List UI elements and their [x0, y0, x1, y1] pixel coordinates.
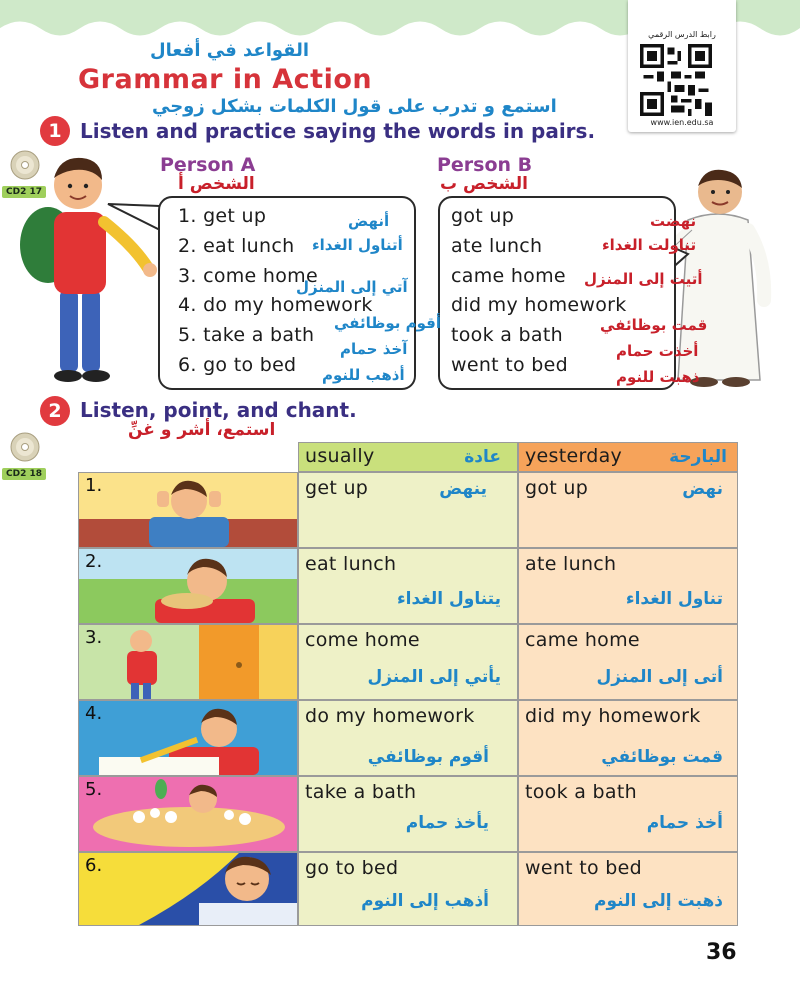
usually-phrase-arabic: يأخذ حمام [405, 813, 489, 833]
person-b-line-arabic: نهضت [650, 212, 697, 230]
row-image-eat-lunch [78, 548, 298, 624]
usually-cell [298, 852, 518, 926]
yesterday-cell [518, 776, 738, 852]
row-image-take-bath [78, 776, 298, 852]
yesterday-cell [518, 548, 738, 624]
header-yesterday [518, 442, 738, 472]
title-arabic: القواعد في أفعال [150, 40, 310, 61]
person-a-line: 5. take a bath [178, 324, 315, 346]
boy-waking-up-illustration [79, 473, 297, 547]
cd-disc-icon[interactable] [10, 432, 40, 462]
person-a-line-arabic: أذهب للنوم [322, 366, 405, 384]
yesterday-phrase: ate lunch [525, 553, 617, 575]
person-b-line-arabic: ذهبت للنوم [616, 368, 700, 386]
section-number-1: 1 [40, 116, 70, 146]
person-b-heading: Person B [437, 154, 533, 176]
yesterday-phrase-arabic: أتى إلى المنزل [596, 667, 723, 687]
boy-sleeping-illustration [79, 853, 297, 925]
person-a-line-arabic: أنهض [348, 212, 390, 230]
yesterday-phrase-arabic: ذهبت إلى النوم [594, 891, 723, 911]
person-a-line: 3. come home [178, 265, 318, 287]
person-b-line-arabic: قمت بوظائفي [600, 316, 708, 334]
yesterday-phrase: did my homework [525, 705, 701, 727]
header-yesterday-arabic: البارحة [669, 447, 727, 467]
usually-phrase-arabic: يتناول الغداء [396, 589, 501, 609]
qr-code-icon[interactable] [640, 44, 712, 116]
row-number: 2. [85, 551, 103, 572]
yesterday-cell [518, 624, 738, 700]
yesterday-phrase: took a bath [525, 781, 637, 803]
row-number: 6. [85, 855, 103, 876]
person-a-line: 4. do my homework [178, 294, 373, 316]
usually-cell [298, 548, 518, 624]
yesterday-cell [518, 472, 738, 548]
yesterday-phrase: came home [525, 629, 640, 651]
usually-phrase-arabic: يأتي إلى المنزل [367, 667, 501, 687]
section2-instruction: Listen, point, and chant. [80, 398, 357, 422]
person-b-line-arabic: تناولت الغداء [602, 236, 697, 254]
person-b-line-arabic: أتيت إلى المنزل [584, 270, 703, 288]
person-a-line: 1. get up [178, 205, 267, 227]
boy-doing-homework-illustration [79, 701, 297, 775]
usually-cell [298, 700, 518, 776]
row-image-go-to-bed [78, 852, 298, 926]
usually-phrase: do my homework [305, 705, 475, 727]
section-number-2: 2 [40, 396, 70, 426]
person-a-line: 2. eat lunch [178, 235, 295, 257]
person-b-line: came home [451, 265, 566, 287]
person-a-line: 6. go to bed [178, 354, 297, 376]
qr-caption: رابط الدرس الرقمي [648, 30, 716, 39]
cd-track-label: CD2 18 [2, 468, 46, 480]
row-number: 1. [85, 475, 103, 496]
person-b-line: went to bed [451, 354, 568, 376]
speech-tail-a [106, 200, 162, 240]
usually-phrase: take a bath [305, 781, 417, 803]
person-a-line-arabic: آخذ حمام [340, 340, 408, 358]
chant-table [78, 442, 738, 926]
row-number: 4. [85, 703, 103, 724]
person-b-heading-arabic: الشخص ب [440, 174, 528, 194]
section2-instruction-arabic: استمع، أشر و غنِّ [128, 420, 276, 440]
person-b-line: did my homework [451, 294, 627, 316]
cd-track-label: CD2 17 [2, 186, 46, 198]
usually-phrase: eat lunch [305, 553, 397, 575]
usually-cell [298, 472, 518, 548]
row-image-come-home [78, 624, 298, 700]
person-b-line: got up [451, 205, 515, 227]
yesterday-phrase-arabic: نهض [682, 479, 723, 499]
person-b-line: ate lunch [451, 235, 543, 257]
row-number: 3. [85, 627, 103, 648]
person-a-line-arabic: آتي إلى المنزل [296, 278, 408, 296]
page-number: 36 [706, 940, 737, 965]
row-image-do-homework [78, 700, 298, 776]
boy-illustration [8, 150, 168, 390]
usually-cell [298, 624, 518, 700]
header-yesterday-label: yesterday [525, 445, 623, 467]
yesterday-phrase-arabic: أخذ حمام [646, 813, 723, 833]
person-a-heading-arabic: الشخص أ [178, 174, 255, 194]
qr-code-card[interactable] [628, 0, 736, 132]
usually-phrase: go to bed [305, 857, 399, 879]
boy-in-bath-illustration [79, 777, 297, 851]
yesterday-phrase: got up [525, 477, 589, 499]
person-a-heading: Person A [160, 154, 256, 176]
usually-phrase-arabic: أقوم بوظائفي [367, 747, 489, 767]
person-b-line-arabic: أخذت حمام [616, 342, 699, 360]
yesterday-cell [518, 852, 738, 926]
page-title: Grammar in Action [78, 64, 373, 95]
qr-url: www.ien.edu.sa [650, 118, 714, 127]
usually-phrase-arabic: ينهض [439, 479, 487, 499]
section1-instruction: Listen and practice saying the words in pairs. [80, 119, 596, 143]
row-number: 5. [85, 779, 103, 800]
person-b-line: took a bath [451, 324, 563, 346]
boy-eating-illustration [79, 549, 297, 623]
row-image-get-up [78, 472, 298, 548]
boy-coming-home-illustration [79, 625, 297, 699]
header-usually [298, 442, 518, 472]
usually-phrase-arabic: أذهب إلى النوم [361, 891, 489, 911]
usually-cell [298, 776, 518, 852]
instruction-arabic: استمع و تدرب على قول الكلمات بشكل زوجي [152, 96, 557, 117]
person-a-line-arabic: أقوم بوظائفي [334, 314, 441, 332]
yesterday-phrase: went to bed [525, 857, 642, 879]
usually-phrase: come home [305, 629, 420, 651]
header-usually-label: usually [305, 445, 375, 467]
usually-phrase: get up [305, 477, 369, 499]
yesterday-cell [518, 700, 738, 776]
yesterday-phrase-arabic: تناول الغداء [625, 589, 723, 609]
header-usually-arabic: عادة [464, 447, 501, 467]
person-a-line-arabic: أتناول الغداء [312, 236, 403, 254]
yesterday-phrase-arabic: قمت بوظائفي [601, 747, 723, 767]
